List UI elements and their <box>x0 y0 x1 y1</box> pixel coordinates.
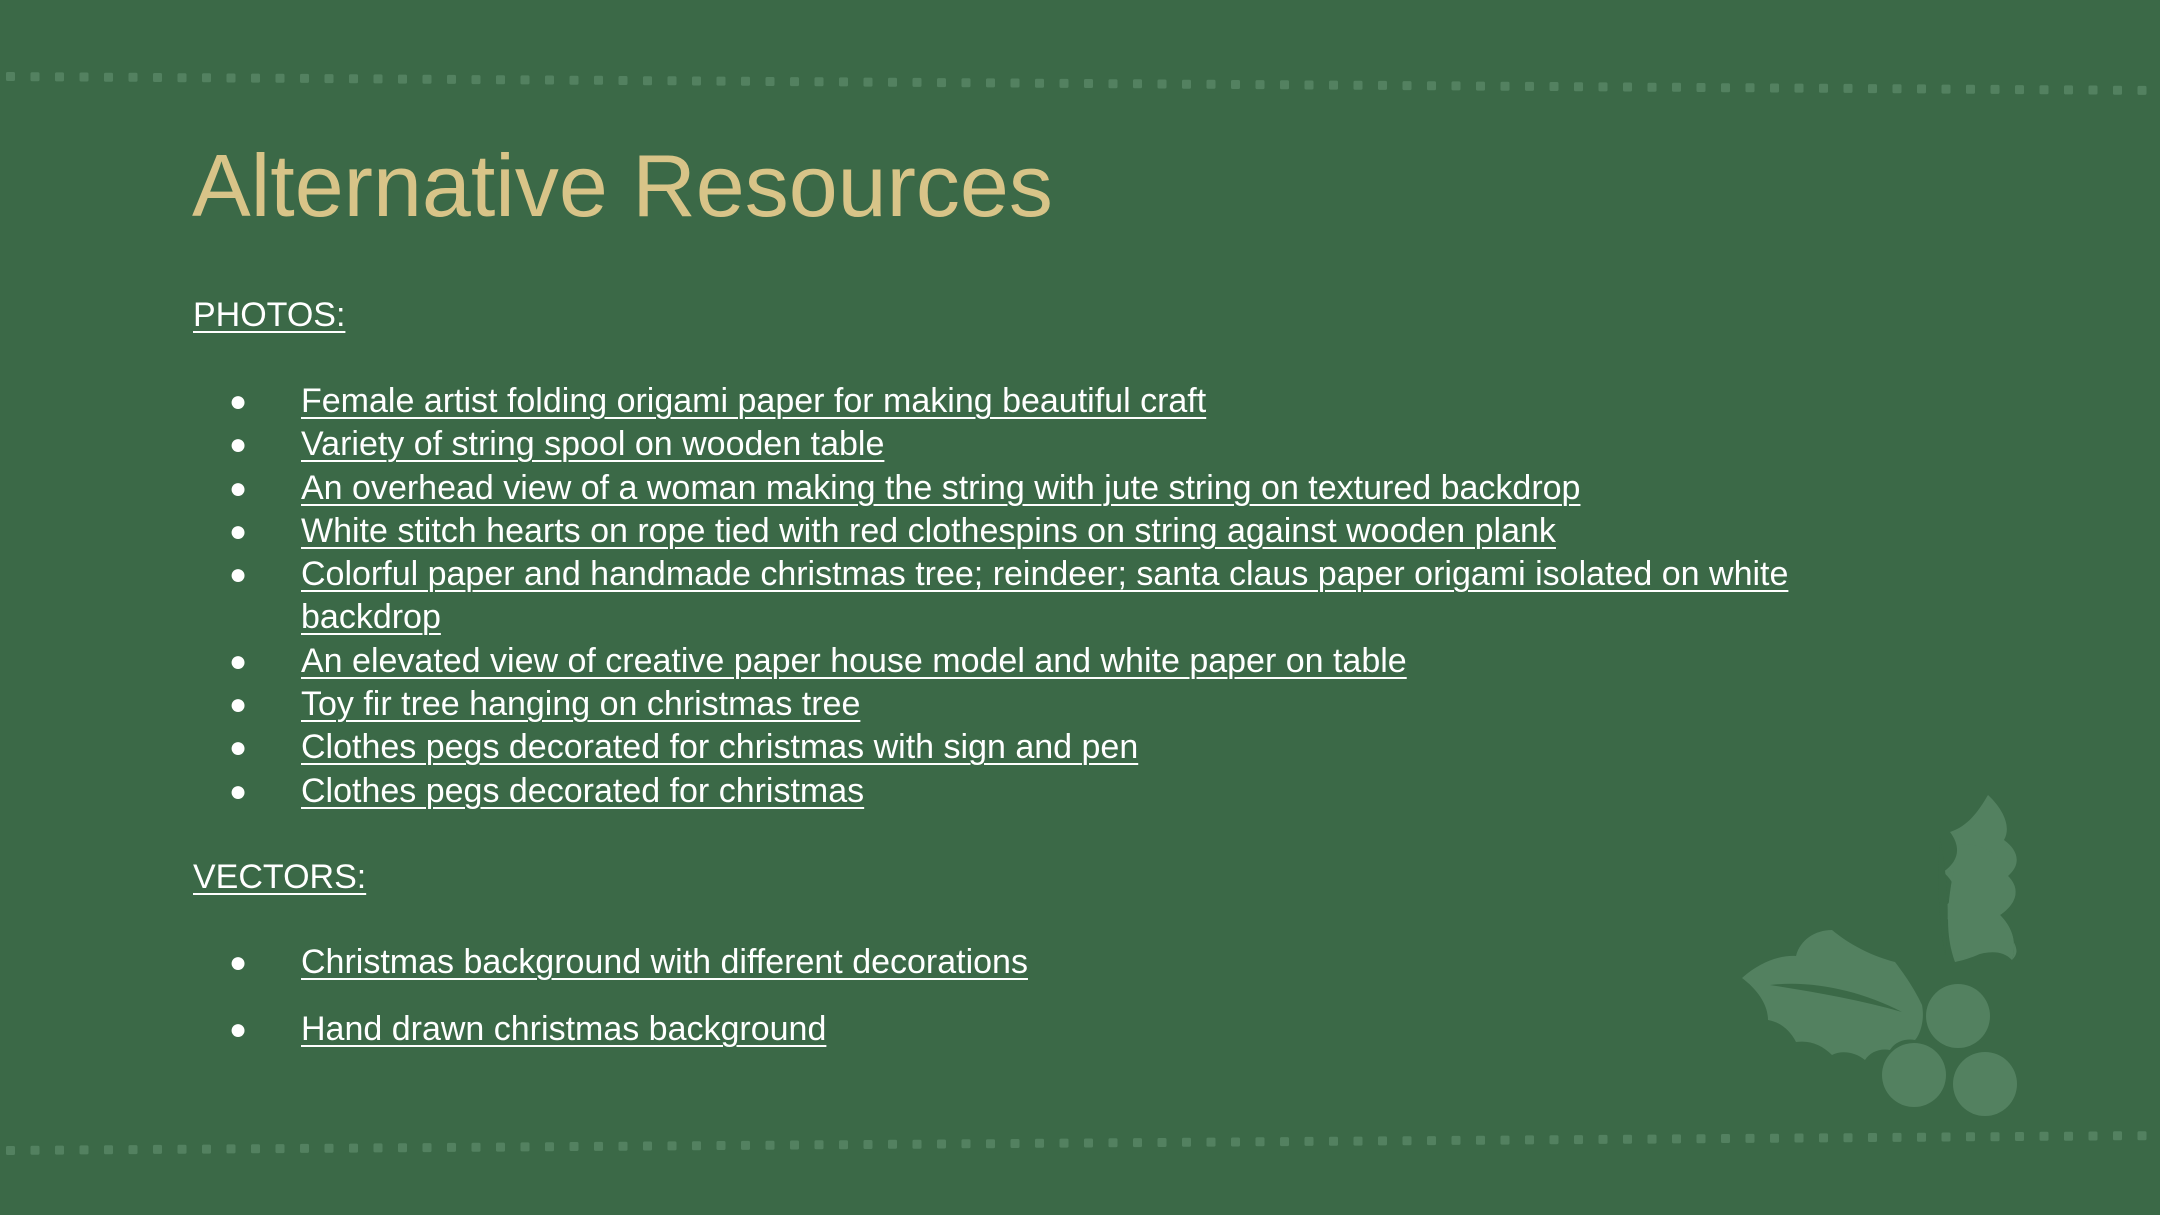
vectors-list <box>0 941 1900 1076</box>
list-item <box>0 683 1900 726</box>
border-dot <box>545 76 554 85</box>
border-dot <box>1942 85 1951 94</box>
border-dot <box>1378 81 1387 90</box>
border-dot <box>766 1141 775 1150</box>
list-item <box>0 380 1900 423</box>
border-dot <box>1011 1139 1020 1148</box>
border-dot <box>815 77 824 86</box>
photo-link-1[interactable]: Female artist folding origami paper for making beautiful craft <box>301 382 1207 420</box>
border-dot <box>129 73 138 82</box>
border-dot <box>1354 1137 1363 1146</box>
border-dot <box>104 73 113 82</box>
border-dot <box>1280 1137 1289 1146</box>
border-dot <box>1011 79 1020 88</box>
border-dot <box>1746 83 1755 92</box>
border-dot <box>1697 1134 1706 1143</box>
border-dot <box>6 72 15 81</box>
border-dot <box>1280 80 1289 89</box>
border-dot <box>1329 1137 1338 1146</box>
bullet-icon: ● <box>229 731 248 765</box>
border-dot <box>300 1144 309 1153</box>
border-dot <box>766 77 775 86</box>
bullet-icon: ● <box>229 774 248 808</box>
border-dot <box>374 1143 383 1152</box>
border-dot <box>1721 1134 1730 1143</box>
photos-heading: PHOTOS: <box>193 296 346 334</box>
border-dot <box>1305 81 1314 90</box>
border-dot <box>962 1139 971 1148</box>
border-dot <box>1795 84 1804 93</box>
border-dot <box>864 78 873 87</box>
border-dot <box>1403 81 1412 90</box>
border-dot <box>1746 1134 1755 1143</box>
list-item <box>0 510 1900 553</box>
border-dot <box>1060 1139 1069 1148</box>
border-dot <box>349 1144 358 1153</box>
border-dot <box>888 1140 897 1149</box>
border-dot <box>790 77 799 86</box>
border-dot <box>1819 84 1828 93</box>
border-dot <box>1207 1138 1216 1147</box>
border-dot <box>692 77 701 86</box>
border-dot <box>153 73 162 82</box>
border-dot <box>815 1140 824 1149</box>
border-dot <box>153 1145 162 1154</box>
border-dot <box>398 1143 407 1152</box>
border-dot <box>1991 85 2000 94</box>
list-item <box>0 726 1900 769</box>
border-dot <box>1844 1133 1853 1142</box>
border-dot <box>1770 1134 1779 1143</box>
border-dot <box>1917 84 1926 93</box>
border-dot <box>1427 1136 1436 1145</box>
border-dot <box>251 74 260 83</box>
border-dot <box>1035 79 1044 88</box>
border-dot <box>1525 82 1534 91</box>
border-dot <box>1893 84 1902 93</box>
border-dot <box>276 74 285 83</box>
bullet-icon: ● <box>229 688 248 722</box>
border-dot <box>741 77 750 86</box>
bottom-dotted-border <box>6 1131 2147 1155</box>
border-dot <box>1672 83 1681 92</box>
border-dot <box>619 76 628 85</box>
border-dot <box>937 1140 946 1149</box>
border-dot <box>1721 83 1730 92</box>
vector-link-1[interactable]: Christmas background with different decorations <box>301 943 1028 981</box>
border-dot <box>300 74 309 83</box>
border-dot <box>1182 1138 1191 1147</box>
border-dot <box>1403 1136 1412 1145</box>
border-dot <box>717 1141 726 1150</box>
top-dotted-border <box>6 72 2147 95</box>
border-dot <box>962 78 971 87</box>
bullet-icon: ● <box>229 1013 248 1047</box>
border-dot <box>1084 79 1093 88</box>
border-dot <box>1501 82 1510 91</box>
border-dot <box>472 1143 481 1152</box>
border-dot <box>55 1146 64 1155</box>
border-dot <box>2015 1132 2024 1141</box>
border-dot <box>423 1143 432 1152</box>
border-dot <box>1550 82 1559 91</box>
border-dot <box>2113 1131 2122 1140</box>
page-title: Alternative Resources <box>192 136 1053 235</box>
border-dot <box>2015 85 2024 94</box>
border-dot <box>276 1144 285 1153</box>
border-dot <box>2089 1132 2098 1141</box>
border-dot <box>913 1140 922 1149</box>
border-dot <box>1966 85 1975 94</box>
border-dot <box>594 76 603 85</box>
photo-link-7[interactable]: Toy fir tree hanging on christmas tree <box>301 685 861 724</box>
border-dot <box>1868 84 1877 93</box>
border-dot <box>570 76 579 85</box>
border-dot <box>1158 1138 1167 1147</box>
border-dot <box>1501 1136 1510 1145</box>
border-dot <box>1599 82 1608 91</box>
photos-list <box>0 380 1900 813</box>
border-dot <box>1574 1135 1583 1144</box>
border-dot <box>325 1144 334 1153</box>
border-dot <box>668 1141 677 1150</box>
border-dot <box>1868 1133 1877 1142</box>
border-dot <box>129 1145 138 1154</box>
border-dot <box>643 76 652 85</box>
photo-link-8[interactable]: Clothes pegs decorated for christmas with sign and pen <box>301 728 1139 767</box>
border-dot <box>423 75 432 84</box>
bullet-icon: ● <box>229 558 248 592</box>
border-dot <box>1133 79 1142 88</box>
border-dot <box>2064 1132 2073 1141</box>
border-dot <box>1550 1135 1559 1144</box>
border-dot <box>1795 1134 1804 1143</box>
border-dot <box>1305 1137 1314 1146</box>
border-dot <box>31 1146 40 1155</box>
border-dot <box>1917 1133 1926 1142</box>
list-item <box>0 640 1900 683</box>
border-dot <box>839 77 848 86</box>
border-dot <box>1525 1135 1534 1144</box>
border-dot <box>864 1140 873 1149</box>
border-dot <box>1574 82 1583 91</box>
border-dot <box>202 1145 211 1154</box>
border-dot <box>643 1142 652 1151</box>
border-dot <box>692 1141 701 1150</box>
border-dot <box>1109 1138 1118 1147</box>
border-dot <box>251 1144 260 1153</box>
border-dot <box>31 72 40 81</box>
border-dot <box>349 74 358 83</box>
photo-link-9[interactable]: Clothes pegs decorated for christmas <box>301 771 865 810</box>
border-dot <box>1231 80 1240 89</box>
border-dot <box>496 75 505 84</box>
border-dot <box>398 75 407 84</box>
list-item <box>0 941 1900 984</box>
border-dot <box>178 1145 187 1154</box>
border-dot <box>2040 1132 2049 1141</box>
border-dot <box>668 76 677 85</box>
border-dot <box>1060 79 1069 88</box>
border-dot <box>1672 1134 1681 1143</box>
border-dot <box>1770 84 1779 93</box>
border-dot <box>1966 1132 1975 1141</box>
border-dot <box>2064 85 2073 94</box>
border-dot <box>619 1142 628 1151</box>
border-dot <box>1182 80 1191 89</box>
border-dot <box>1329 81 1338 90</box>
bullet-icon: ● <box>229 428 248 462</box>
border-dot <box>2138 86 2147 95</box>
border-dot <box>1035 1139 1044 1148</box>
border-dot <box>1893 1133 1902 1142</box>
border-dot <box>888 78 897 87</box>
border-dot <box>1476 82 1485 91</box>
border-dot <box>1133 1138 1142 1147</box>
vectors-heading: VECTORS: <box>193 858 367 896</box>
border-dot <box>80 1145 89 1154</box>
vector-link-2[interactable]: Hand drawn christmas background <box>301 1010 827 1049</box>
photo-link-5[interactable]: Colorful paper and handmade christmas tree; reindeer; santa claus paper origami isolated on white backdrop <box>301 555 1789 637</box>
border-dot <box>1819 1133 1828 1142</box>
bullet-icon: ● <box>229 644 248 678</box>
border-dot <box>594 1142 603 1151</box>
border-dot <box>1109 79 1118 88</box>
border-dot <box>1452 1136 1461 1145</box>
border-dot <box>913 78 922 87</box>
border-dot <box>1256 80 1265 89</box>
border-dot <box>227 74 236 83</box>
border-dot <box>2089 86 2098 95</box>
border-dot <box>2138 1131 2147 1140</box>
border-dot <box>1427 81 1436 90</box>
border-dot <box>6 1146 15 1155</box>
border-dot <box>80 73 89 82</box>
border-dot <box>521 75 530 84</box>
border-dot <box>1158 80 1167 89</box>
border-dot <box>1084 1139 1093 1148</box>
border-dot <box>570 1142 579 1151</box>
border-dot <box>1599 1135 1608 1144</box>
border-dot <box>472 75 481 84</box>
border-dot <box>374 74 383 83</box>
border-dot <box>1231 1138 1240 1147</box>
border-dot <box>1648 1135 1657 1144</box>
border-dot <box>1991 1132 2000 1141</box>
border-dot <box>839 1140 848 1149</box>
border-dot <box>104 1145 113 1154</box>
bullet-icon: ● <box>229 471 248 505</box>
border-dot <box>790 1141 799 1150</box>
border-dot <box>55 72 64 81</box>
border-dot <box>2040 85 2049 94</box>
border-dot <box>496 1143 505 1152</box>
photo-link-4[interactable]: White stitch hearts on rope tied with red clothespins on string against wooden plank <box>301 511 1556 550</box>
border-dot <box>937 78 946 87</box>
border-dot <box>986 78 995 87</box>
border-dot <box>1697 83 1706 92</box>
border-dot <box>717 77 726 86</box>
list-item <box>0 770 1900 813</box>
border-dot <box>741 1141 750 1150</box>
border-dot <box>521 1142 530 1151</box>
photo-link-6[interactable]: An elevated view of creative paper house model and white paper on table <box>301 641 1407 680</box>
border-dot <box>1844 84 1853 93</box>
bullet-icon: ● <box>229 514 248 548</box>
border-dot <box>1452 81 1461 90</box>
border-dot <box>1378 1136 1387 1145</box>
border-dot <box>1942 1133 1951 1142</box>
border-dot <box>325 74 334 83</box>
border-dot <box>178 73 187 82</box>
border-dot <box>1354 81 1363 90</box>
border-dot <box>2113 86 2122 95</box>
border-dot <box>447 75 456 84</box>
border-dot <box>986 1139 995 1148</box>
photo-link-2[interactable]: Variety of string spool on wooden table <box>301 425 885 464</box>
border-dot <box>1207 80 1216 89</box>
list-item <box>0 423 1900 466</box>
border-dot <box>202 73 211 82</box>
border-dot <box>1648 83 1657 92</box>
bullet-icon: ● <box>229 946 248 979</box>
border-dot <box>545 1142 554 1151</box>
border-dot <box>447 1143 456 1152</box>
photo-link-3[interactable]: An overhead view of a woman making the string with jute string on textured backdrop <box>301 468 1581 507</box>
border-dot <box>1623 1135 1632 1144</box>
list-item <box>0 553 1900 640</box>
border-dot <box>1256 1137 1265 1146</box>
border-dot <box>1476 1136 1485 1145</box>
border-dot <box>227 1144 236 1153</box>
list-item <box>0 467 1900 510</box>
border-dot <box>1623 83 1632 92</box>
list-item <box>0 1008 1900 1051</box>
bullet-icon: ● <box>229 385 248 418</box>
